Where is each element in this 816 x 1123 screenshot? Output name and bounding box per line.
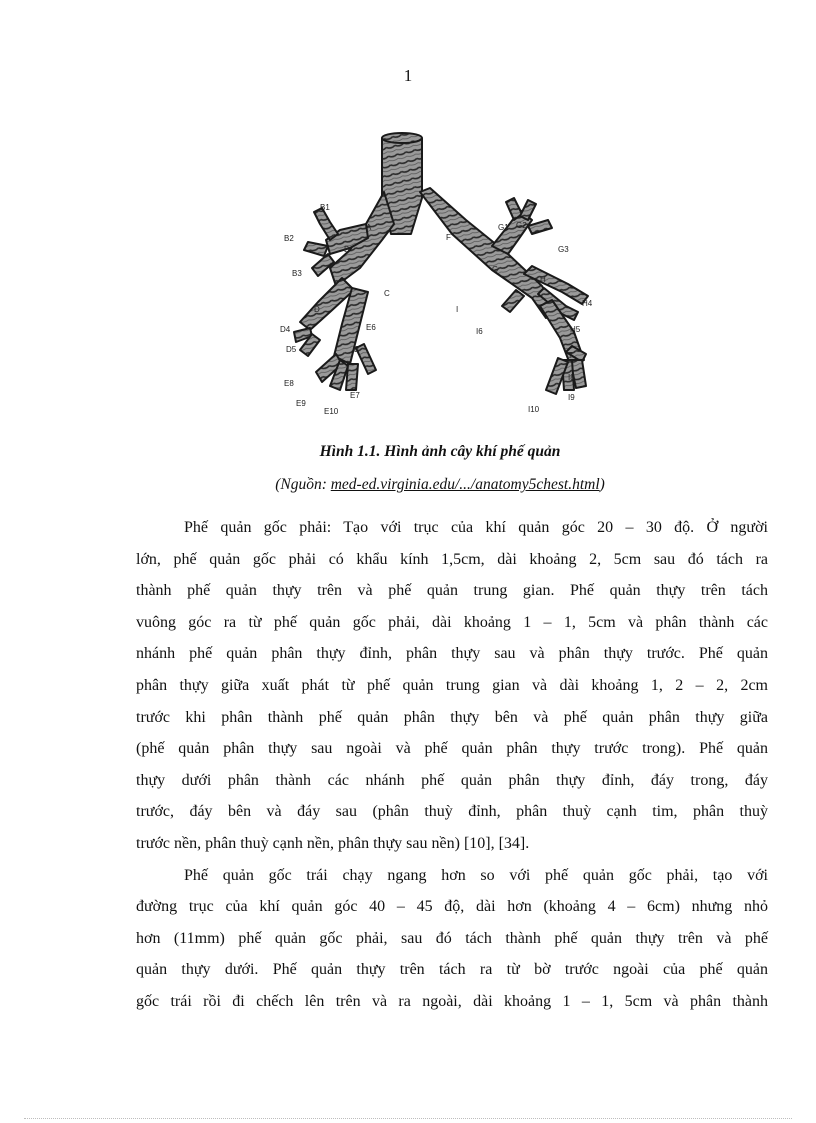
trachea-opening — [382, 133, 422, 143]
paragraph-left-main-bronchus — [136, 860, 768, 1018]
paragraph-line: vuông góc ra từ phế quản gốc phải, dài khoảng 1 – 1, 5cm và phân thành các — [136, 613, 768, 631]
label-c: C — [384, 289, 390, 298]
footer-divider — [24, 1118, 792, 1119]
source-prefix: (Nguồn: — [275, 476, 331, 493]
label-g: G — [492, 265, 499, 274]
label-e6: E6 — [366, 323, 376, 332]
label-a: A — [366, 223, 372, 232]
label-g1: G1 — [498, 223, 509, 232]
label-b1: B1 — [320, 203, 330, 212]
page-number: 1 — [403, 66, 413, 85]
label-g2: G2 — [516, 221, 527, 230]
paragraph-line: đường trục của khí quản góc 40 – 45 độ, dài hơn (khoảng 4 – 6cm) nhưng nhỏ — [136, 898, 768, 916]
label-h4: H4 — [582, 299, 593, 308]
label-b2: B2 — [284, 234, 294, 243]
label-e9: E9 — [296, 399, 306, 408]
body-text — [136, 512, 768, 1018]
label-e8: E8 — [284, 379, 294, 388]
label-h5: H5 — [570, 325, 581, 334]
paragraph-line: gốc trái rồi đi chếch lên trên và ra ngoài, dài khoảng 1 – 1, 5cm và phân thành — [136, 992, 768, 1010]
paragraph-line: Phế quản gốc phải: Tạo với trục của khí quản góc 20 – 30 độ. Ở người — [184, 519, 768, 536]
label-e7: E7 — [350, 391, 360, 400]
branch-b1 — [314, 208, 338, 240]
paragraph-right-main-bronchus — [136, 512, 768, 860]
paragraph-line: trước khi phân thành phế quản phân thựy bên và phế quản phân thựy giữa — [136, 708, 768, 726]
branch-e10 — [346, 364, 358, 390]
paragraph-line: thựy dưới phân thành các nhánh phế quản phân thựy đỉnh, đáy trong, đáy — [136, 771, 768, 789]
paragraph-line: hơn (11mm) phế quản gốc phải, sau đó tách thành phế quản thựy trên và phế — [136, 929, 768, 947]
label-d: D — [314, 305, 320, 314]
label-i8: I8 — [568, 373, 575, 382]
label-i: I — [456, 305, 459, 314]
branch-g2 — [520, 200, 536, 220]
label-i10: I10 — [528, 405, 540, 414]
label-i9: I9 — [568, 393, 575, 402]
paragraph-line: trước, đáy bên và đáy sau (phân thuỳ đỉnh, phân thuỳ cạnh tim, phân thuỳ — [136, 803, 768, 821]
bronchial-tree-illustration — [270, 128, 620, 428]
label-e: E — [354, 345, 360, 354]
label-b: B — [344, 245, 350, 254]
paragraph-line: quản thựy dưới. Phế quản thựy trên tách ra từ bờ trước ngoài của phế quản — [136, 961, 768, 979]
paragraph-line: Phế quản gốc trái chạy ngang hơn so với phế quản gốc phải, tạo với — [184, 866, 768, 884]
paragraph-line: trước nền, phân thuỳ cạnh nền, phân thựy sau nền) [10], [34]. — [136, 834, 530, 852]
label-d4: D4 — [280, 325, 291, 334]
branch-i6 — [502, 290, 524, 312]
label-g3: G3 — [558, 245, 569, 254]
source-link[interactable]: med-ed.virginia.edu/.../anatomy5chest.html — [330, 476, 600, 493]
paragraph-line: phân thựy giữa xuất phát từ phế quản trung gian và dài khoảng 1, 2 – 2, 2cm — [136, 676, 768, 694]
label-b3: B3 — [292, 269, 302, 278]
left-main-bronchus — [420, 188, 558, 318]
bronchial-tree-figure — [270, 128, 620, 428]
label-h: H — [540, 275, 546, 284]
paragraph-line: (phế quản phân thựy sau ngoài và phế quản phân thựy trước trong). Phế quản — [136, 740, 768, 758]
paragraph-line: nhánh phế quản phân thựy đỉnh, phân thựy sau và phân thựy trước. Phế quản — [136, 645, 768, 663]
label-i7: I7 — [566, 351, 573, 360]
source-suffix: ) — [599, 476, 605, 493]
paragraph-line: lớn, phế quản gốc phải có khẩu kính 1,5cm, dài khoảng 2, 5cm sau đó tách ra — [136, 550, 768, 568]
label-f: F — [446, 233, 451, 242]
label-e10: E10 — [324, 407, 339, 416]
figure-caption: Hình 1.1. Hình ảnh cây khí phế quản — [319, 443, 561, 460]
figure-source — [0, 476, 816, 494]
paragraph-line: thành phế quản thựy trên và phế quản trung gian. Phế quản thựy trên tách — [136, 582, 768, 600]
label-i6: I6 — [476, 327, 483, 336]
label-d5: D5 — [286, 345, 297, 354]
branch-b2 — [304, 242, 328, 256]
